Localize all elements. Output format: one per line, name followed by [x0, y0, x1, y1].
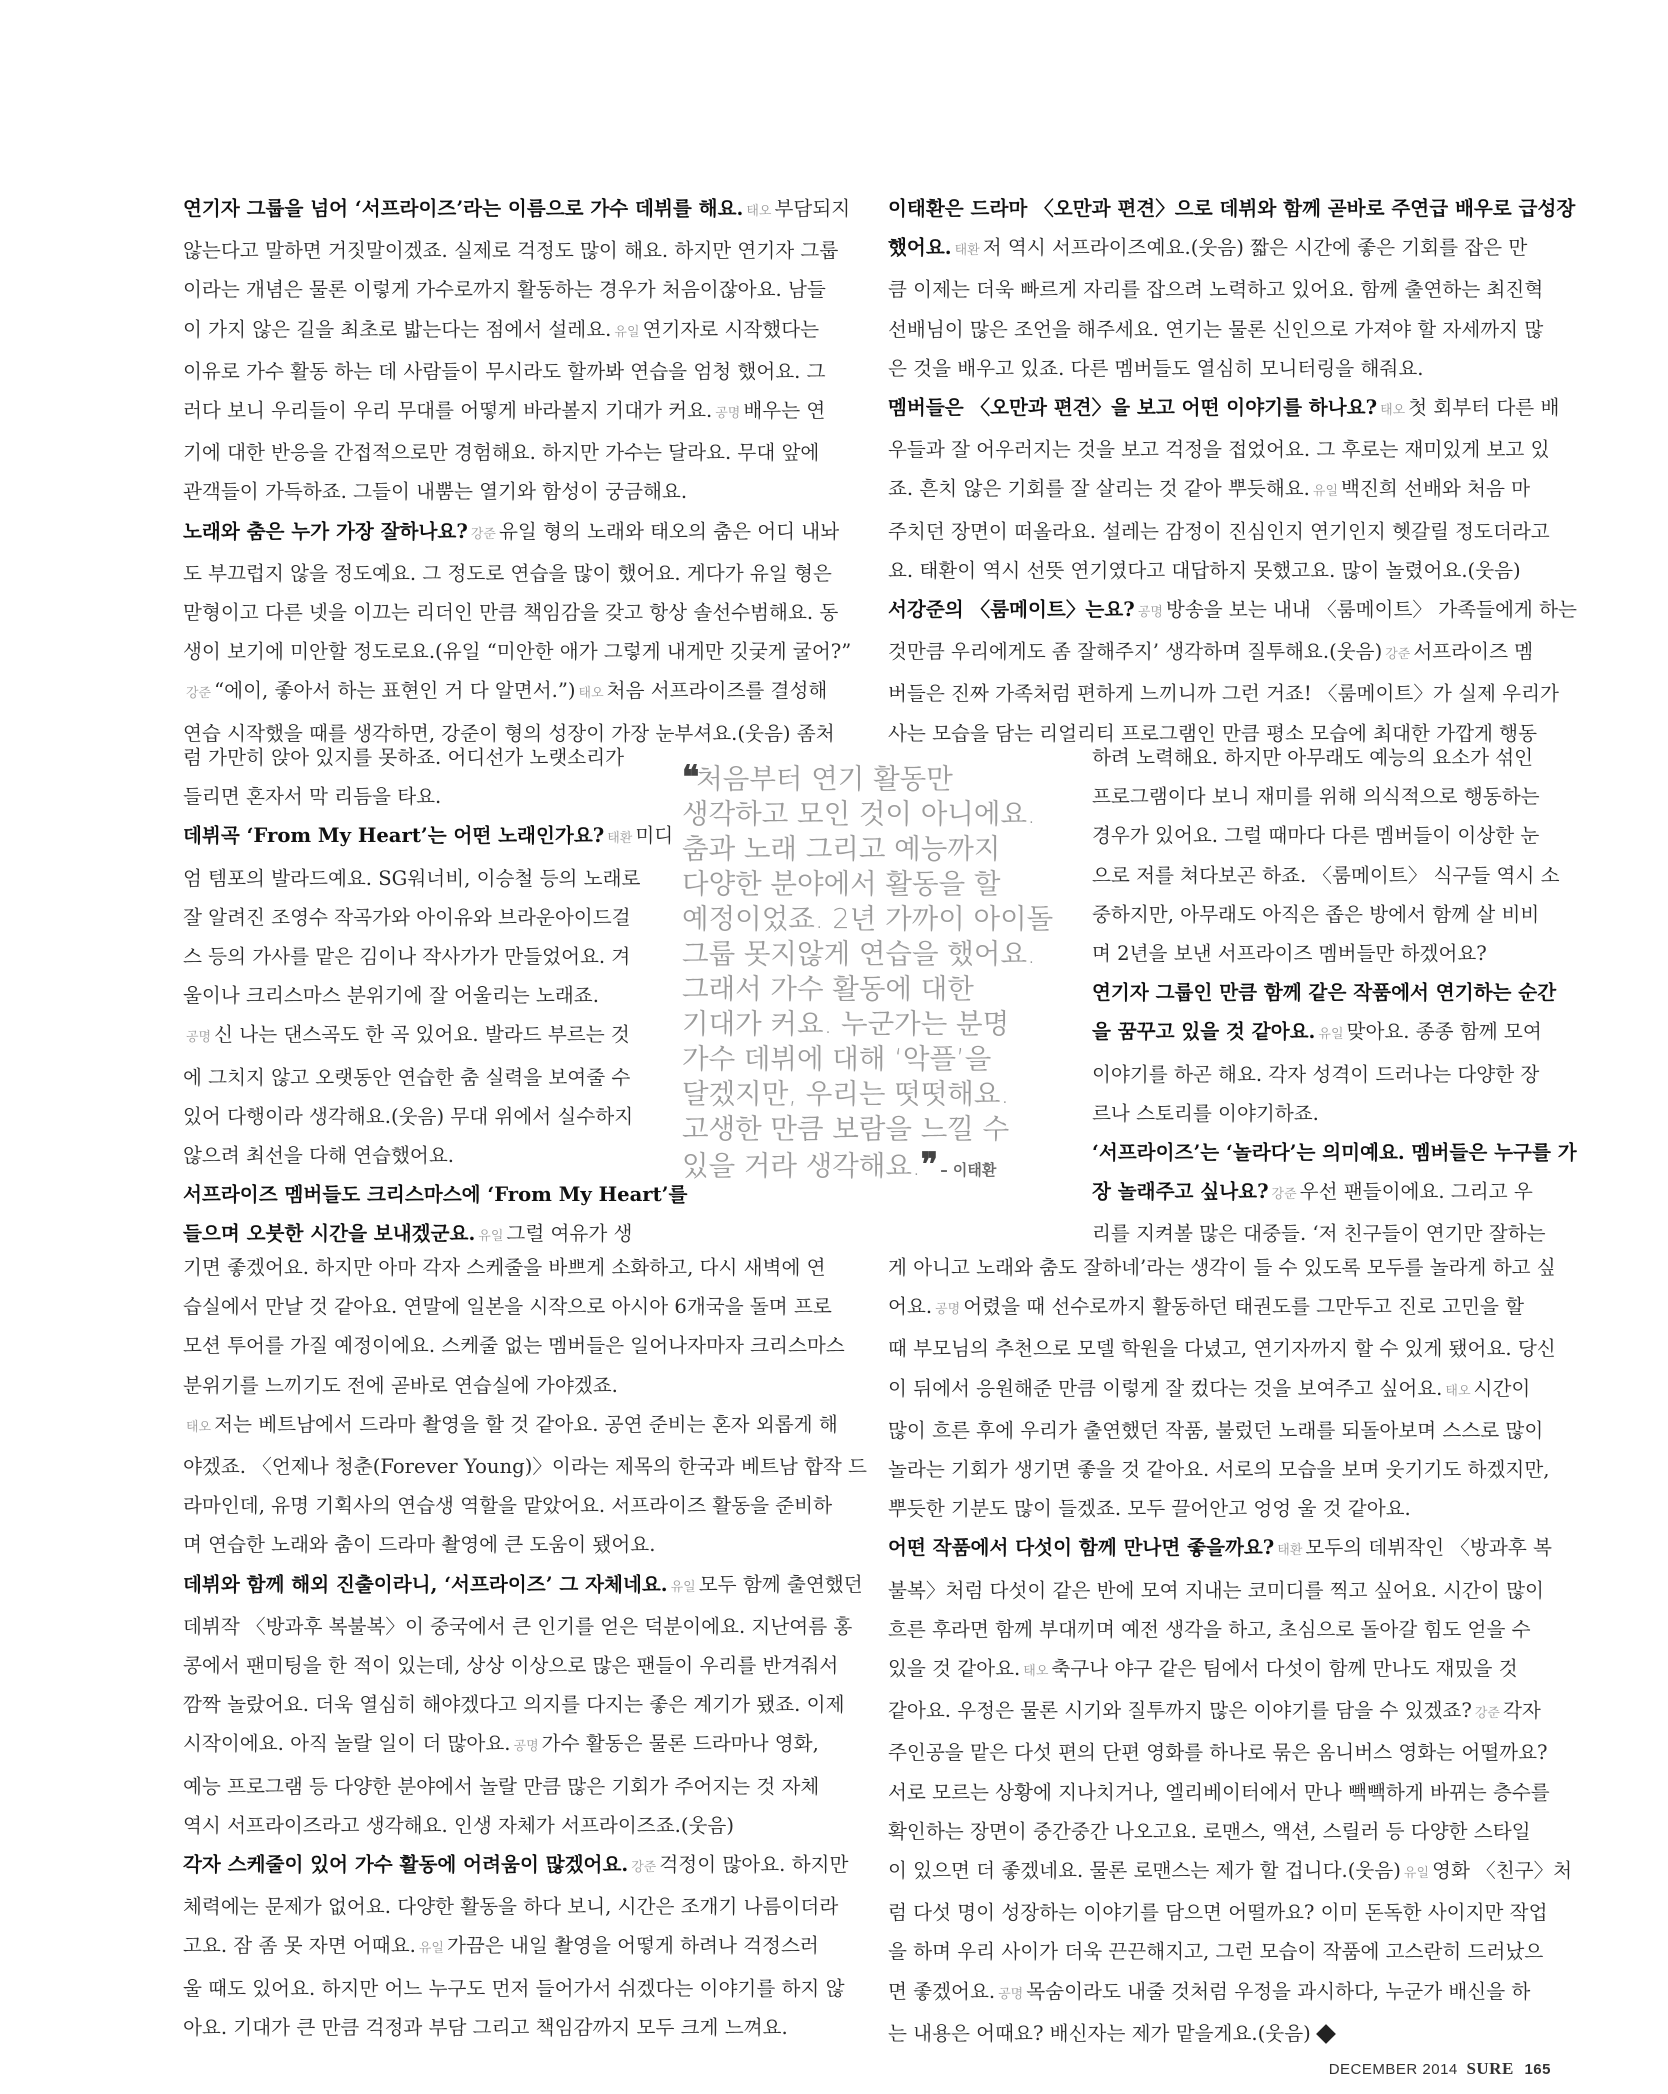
answer-text: 목숨이라도 내줄 것처럼 우정을 과시하다, 누군가 배신을 하 [1026, 1979, 1531, 2003]
answer-text: 으로 저를 쳐다보곤 하죠. 〈룸메이트〉 식구들 역시 소 [1092, 863, 1560, 887]
text-line [183, 391, 851, 433]
speaker-label: 유일 [478, 1229, 504, 1245]
answer-text: 우들과 잘 어우러지는 것을 보고 걱정을 접었어요. 그 후로는 재미있게 보고 있 [888, 438, 1550, 462]
quote-text: 처음부터 연기 활동만 [696, 763, 953, 795]
answer-text: 르나 스토리를 이야기하죠. [1092, 1101, 1319, 1125]
quote-text: 가수 데뷔에 대해 ‘악플’을 [682, 1043, 992, 1075]
answer-text: 불복〉처럼 다섯이 같은 반에 모여 지내는 코미디를 찍고 싶어요. 시간이 많이 [888, 1578, 1544, 1602]
text-line [183, 310, 851, 352]
text-line [183, 1969, 851, 2008]
speaker-label: 공명 [1137, 605, 1163, 621]
answer-text: 이 가지 않은 길을 최초로 밟는다는 점에서 설레요. [183, 317, 612, 341]
answer-text: 가수 활동은 물론 드라마나 영화, [541, 1732, 819, 1756]
answer-text: 모션 투어를 가질 예정이에요. 스케줄 없는 멤버들은 일어나자마자 크리스마스 [183, 1334, 845, 1358]
question: 데뷔곡 ‘From My Heart’는 어떤 노래인가요? [183, 824, 605, 848]
answer-text: 모두의 데뷔작인 〈방과후 복 [1305, 1536, 1552, 1560]
right-column-narrow [1092, 738, 1577, 1254]
text-line [1092, 895, 1556, 934]
speaker-label: 태환 [1277, 1543, 1303, 1559]
answer-text: 걱정이 많아요. 하지만 [659, 1853, 849, 1877]
text-line [1092, 777, 1556, 816]
speaker-label: 유일 [614, 324, 640, 340]
text-line [183, 1525, 851, 1564]
answer-text: 배우는 연 [743, 399, 826, 423]
text-line [183, 1565, 863, 1607]
answer-text: 시작이에요. 아직 놀랄 일이 더 많아요. [183, 1732, 511, 1756]
answer-text: 모두 함께 출연했던 [698, 1572, 863, 1596]
quote-line [682, 972, 1042, 1007]
text-line [888, 469, 1556, 511]
speaker-label: 공명 [186, 1030, 212, 1046]
text-line [888, 1411, 1556, 1450]
open-quote-icon: ❝ [682, 758, 697, 796]
answer-text: 저 역시 서프라이즈예요.(웃음) 짧은 시간에 좋은 기회를 잡은 만 [982, 236, 1528, 260]
text-line [183, 1175, 688, 1214]
left-column-bottom [183, 1248, 867, 2047]
answer-text: 울이나 크리스마스 분위기에 잘 어울리는 노래죠. [183, 984, 599, 1008]
text-line [183, 1097, 645, 1136]
speaker-label: 유일 [1312, 484, 1339, 500]
text-line [183, 937, 645, 976]
answer-text: 콩에서 팬미팅을 한 적이 있는데, 상상 이상으로 많은 팬들이 우리를 반겨줘서 [183, 1654, 839, 1678]
answer-text: 처음 서프라이즈를 결성해 [606, 679, 828, 703]
answer-text: 울 때도 있어요. 하지만 어느 누구도 먼저 들어가서 쉬겠다는 이야기를 하지 않 [183, 1976, 845, 2000]
answer-text: 이야기를 하곤 해요. 각자 성격이 드러나는 다양한 장 [1092, 1062, 1540, 1086]
text-line [888, 228, 1556, 270]
answer-text: 하려 노력해요. 하지만 아무래도 예능의 요소가 섞인 [1092, 746, 1534, 769]
text-line [183, 1806, 851, 1845]
answer-text: 은 것을 배우고 있죠. 다른 멤버들도 열심히 모니터링을 해줘요. [888, 356, 1424, 380]
answer-text: 들리면 혼자서 막 리듬을 타요. [183, 785, 442, 809]
question: 이태환은 드라마 〈오만과 편견〉으로 데뷔와 함께 곧바로 주연급 배우로 급성장 [888, 197, 1576, 220]
quote-text: 그래서 가수 활동에 대한 [682, 973, 974, 1005]
text-line [183, 777, 645, 816]
quote-text: 춤과 노래 그리고 예능까지 [682, 833, 1001, 865]
question: 연기자 그룹을 넘어 ‘서프라이즈’라는 이름으로 가수 데뷔를 해요. [183, 197, 744, 220]
answer-text: 서로 모르는 상황에 지나치거나, 엘리베이터에서 만나 빽빽하게 바뀌는 층수를 [888, 1780, 1550, 1804]
answer-text: 아요. 기대가 큰 만큼 걱정과 부담 그리고 책임감까지 모두 크게 느껴요. [183, 2015, 788, 2039]
answer-text: 맏형이고 다른 넷을 이끄는 리더인 만큼 책임감을 갖고 항상 솔선수범해요. 동 [183, 601, 839, 625]
text-line [183, 270, 851, 309]
answer-text: 에 그치지 않고 오랫동안 연습한 춤 실력을 보여줄 수 [183, 1065, 631, 1089]
answer-text: 이 있으면 더 좋겠네요. 물론 로맨스는 제가 할 겁니다.(웃음) [888, 1859, 1401, 1883]
text-line [888, 1893, 1556, 1932]
text-line [183, 593, 851, 632]
text-line [183, 1326, 851, 1365]
answer-text: 것만큼 우리에게도 좀 잘해주지’ 생각하며 질투해요.(웃음) [888, 640, 1383, 664]
answer-text: 맞아요. 종종 함께 모여 [1346, 1020, 1542, 1044]
speaker-label: 태오 [186, 1419, 212, 1435]
speaker-label: 강준 [186, 686, 212, 702]
quote-text: 그룹 못지않게 연습을 했어요. [682, 938, 1036, 970]
answer-text: 역시 서프라이즈라고 생각해요. 인생 자체가 서프라이즈죠.(웃음) [183, 1813, 735, 1837]
text-line [888, 1571, 1556, 1610]
answer-text: 않는다고 말하면 거짓말이겠죠. 실제로 걱정도 많이 해요. 하지만 연기자 그룹 [183, 239, 839, 263]
text-line [183, 898, 645, 937]
answer-text: 럼 가만히 앉아 있지를 못하죠. 어디선가 노랫소리가 [183, 746, 625, 769]
speaker-label: 유일 [670, 1579, 696, 1595]
page-footer [1329, 2059, 1551, 2079]
answer-text: “에이, 좋아서 하는 표현인 거 다 알면서.”) [214, 679, 576, 703]
text-line [183, 1287, 851, 1326]
speaker-label: 공명 [935, 1302, 961, 1318]
text-line [888, 388, 1560, 430]
answer-text: 큼 이제는 더욱 빠르게 자리를 잡으려 노력하고 있어요. 함께 출연하는 최진혁 [888, 278, 1544, 302]
right-column-bottom [888, 1248, 1573, 2053]
answer-text: 요. 태환이 역시 선뜻 연기였다고 대답하지 못했고요. 많이 놀렸어요.(웃음) [888, 558, 1521, 582]
text-line [1092, 1172, 1556, 1214]
text-line [888, 1287, 1556, 1329]
text-line [183, 352, 851, 391]
text-line [888, 1691, 1556, 1733]
answer-text: 있어 다행이라 생각해요.(웃음) 무대 위에서 실수하지 [183, 1104, 634, 1128]
text-line [888, 1528, 1556, 1570]
answer-text: 이유로 가수 활동 하는 데 사람들이 무시라도 할까봐 연습을 엄청 했어요. 그 [183, 359, 826, 383]
answer-text: 며 연습한 노래와 춤이 드라마 촬영에 큰 도움이 됐어요. [183, 1533, 656, 1557]
answer-text: 흐른 후라면 함께 부대끼며 예전 생각을 하고, 초심으로 돌아갈 힘도 얻을 수 [888, 1617, 1531, 1641]
text-line [1092, 1012, 1556, 1054]
text-line [888, 1773, 1556, 1812]
answer-text: 생이 보기에 미안할 정도로요.(유일 “미안한 애가 그렇게 내게만 깃궂게 굴어?” [183, 640, 852, 664]
answer-text: 놀라는 기회가 생기면 좋을 것 같아요. 서로의 모습을 보며 웃기기도 하겠지만, [888, 1458, 1550, 1482]
text-line [1092, 934, 1556, 973]
answer-text: 경우가 있어요. 그럴 때마다 다른 멤버들이 이상한 눈 [1092, 824, 1540, 848]
text-line [183, 1405, 851, 1447]
answer-text: 첫 회부터 다른 배 [1408, 396, 1560, 420]
text-line [888, 1812, 1556, 1851]
magazine-name: SURE [1466, 2059, 1514, 2078]
question: ‘서프라이즈’는 ‘놀라다’는 의미예요. 멤버들은 누구를 가 [1092, 1141, 1577, 1165]
question: 연기자 그룹인 만큼 함께 같은 작품에서 연기하는 순간 [1092, 981, 1557, 1005]
quote-text: 있을 거라 생각해요. [682, 1150, 921, 1182]
text-line [888, 270, 1556, 309]
close-quote-icon: ❞ [920, 1145, 935, 1183]
answer-text: 시간이 [1473, 1376, 1531, 1400]
text-line [888, 1972, 1556, 2014]
text-line [183, 1646, 851, 1685]
speaker-label: 태오 [1445, 1383, 1471, 1399]
quote-line [682, 1077, 1042, 1112]
speaker-label: 태환 [954, 243, 980, 259]
page-number: 165 [1524, 2061, 1551, 2078]
text-line [183, 1926, 851, 1968]
answer-text: 사는 모습을 담는 리얼리티 프로그램인 만큼 평소 모습에 최대한 가깝게 행동 [888, 721, 1538, 745]
answer-text: 주치던 장면이 떠올라요. 설레는 감정이 진심인지 연기인지 헷갈릴 정도더라고 [888, 519, 1550, 543]
speaker-label: 공명 [715, 406, 741, 422]
question: 들으며 오붓한 시간을 보내겠군요. [183, 1222, 476, 1246]
answer-text: 신 나는 댄스곡도 한 곡 있어요. 발라드 부르는 것 [214, 1023, 630, 1047]
text-line [183, 816, 674, 858]
text-line [183, 189, 851, 231]
text-line [888, 310, 1556, 349]
text-line [888, 2014, 1556, 2053]
quote-line [682, 937, 1042, 972]
text-line [888, 349, 1556, 388]
text-line [183, 1724, 851, 1766]
quote-attribution: – 이태환 [934, 1161, 997, 1179]
text-line [1092, 816, 1556, 855]
answer-text: 유일 형의 노래와 태오의 춤은 어디 내놔 [498, 519, 840, 543]
answer-text: 러다 보니 우리들이 우리 무대를 어떻게 바라볼지 기대가 커요. [183, 399, 713, 423]
text-line [888, 430, 1556, 469]
text-line [888, 590, 1577, 632]
quote-line [682, 760, 1042, 797]
text-line [888, 1932, 1556, 1971]
issue-date: DECEMBER 2014 [1328, 2061, 1458, 2078]
answer-text: 연습 시작했을 때를 생각하면, 강준이 형의 성장이 가장 눈부셔요.(웃음) 좀처 [183, 721, 835, 745]
question: 어떤 작품에서 다섯이 함께 만나면 좋을까요? [888, 1536, 1275, 1560]
end-mark-icon [1316, 2024, 1336, 2044]
answer-text: 서프라이즈 멤 [1413, 640, 1534, 664]
text-line [888, 1369, 1556, 1411]
text-line [888, 512, 1556, 551]
speaker-label: 태환 [607, 831, 633, 847]
text-line [1092, 973, 1556, 1012]
speaker-label: 공명 [998, 1986, 1024, 2002]
answer-text: 는 내용은 어때요? 배신자는 제가 맡을게요.(웃음) [888, 2021, 1311, 2045]
text-line [888, 1851, 1573, 1893]
text-line [888, 1489, 1556, 1528]
quote-text: 예정이었죠. 2년 가까이 아이돌 [682, 903, 1054, 935]
answer-text: 을 하며 우리 사이가 더욱 끈끈해지고, 그런 모습이 작품에 고스란히 드러났으 [888, 1940, 1544, 1964]
quote-line [682, 1007, 1042, 1042]
text-line [888, 1733, 1556, 1772]
text-line [183, 976, 645, 1015]
left-column-top [183, 189, 851, 753]
quote-line [682, 1112, 1042, 1147]
text-line [1092, 1133, 1577, 1172]
answer-text: 때 부모님의 추천으로 모델 학원을 다녔고, 연기자까지 할 수 있게 됐어요. 당신 [888, 1337, 1556, 1361]
left-column-narrow [183, 738, 688, 1257]
text-line [183, 671, 851, 713]
text-line [1092, 1094, 1556, 1133]
answer-text: 부담되지 [774, 197, 851, 220]
quote-line [682, 797, 1042, 832]
text-line [183, 1248, 851, 1287]
text-line [183, 512, 851, 554]
answer-text: 잘 알려진 조영수 작곡가와 아이유와 브라운아이드걸 [183, 905, 631, 929]
text-line [183, 1845, 851, 1887]
text-line [183, 1015, 645, 1057]
text-line [888, 1329, 1556, 1368]
answer-text: 관객들이 가득하죠. 그들이 내뿜는 열기와 함성이 궁금해요. [183, 480, 688, 504]
question: 장 놀래주고 싶나요? [1092, 1180, 1269, 1204]
answer-text: 않으려 최선을 다해 연습했어요. [183, 1144, 454, 1168]
answer-text: 저는 베트남에서 드라마 촬영을 할 것 같아요. 공연 준비는 혼자 외롭게 해 [214, 1412, 838, 1436]
answer-text: 이 뒤에서 응원해준 만큼 이렇게 잘 컸다는 것을 보여주고 싶어요. [888, 1376, 1443, 1400]
text-line [183, 1136, 645, 1175]
answer-text: 리를 지켜볼 많은 대중들. ‘저 친구들이 연기만 잘하는 [1092, 1222, 1546, 1246]
speaker-label: 유일 [1318, 1027, 1344, 1043]
text-line [888, 551, 1556, 590]
quote-text: 생각하고 모인 것이 아니에요. [682, 798, 1036, 830]
quote-text: 달겠지만, 우리는 떳떳해요. [682, 1078, 1010, 1110]
answer-text: 중하지만, 아무래도 아직은 좁은 방에서 함께 살 비비 [1092, 902, 1540, 926]
answer-text: 게 아니고 노래와 춤도 잘하네’라는 생각이 들 수 있도록 모두를 놀라게 하고 싶 [888, 1256, 1556, 1279]
text-line [1092, 1055, 1556, 1094]
answer-text: 면 좋겠어요. [888, 1979, 996, 2003]
quote-line [682, 902, 1054, 937]
text-line [183, 554, 851, 593]
speaker-label: 강준 [1474, 1706, 1500, 1722]
text-line [183, 2008, 851, 2047]
answer-text: 있을 것 같아요. [888, 1657, 1021, 1681]
answer-text: 깜짝 놀랐어요. 더욱 열심히 해야겠다고 의지를 다지는 좋은 계기가 됐죠. 이제 [183, 1693, 845, 1717]
speaker-label: 태오 [746, 204, 772, 219]
answer-text: 고요. 잠 좀 못 자면 어때요. [183, 1934, 416, 1958]
text-line [888, 189, 1576, 228]
answer-text: 확인하는 장면이 중간중간 나오고요. 로맨스, 액션, 스릴러 등 다양한 스타일 [888, 1819, 1531, 1843]
text-line [183, 433, 851, 472]
answer-text: 기면 좋겠어요. 하지만 아마 각자 스케줄을 바쁘게 소화하고, 다시 새벽에 연 [183, 1256, 826, 1279]
speaker-label: 태오 [1380, 403, 1406, 419]
answer-text: 주인공을 맡은 다섯 편의 단편 영화를 하나로 묶은 옴니버스 영화는 어떨까요? [888, 1741, 1548, 1765]
question: 각자 스케줄이 있어 가수 활동에 어려움이 많겠어요. [183, 1853, 629, 1877]
text-line [183, 1685, 851, 1724]
answer-text: 체력에는 문제가 없어요. 다양한 활동을 하다 보니, 시간은 조개기 나름이더라 [183, 1895, 839, 1919]
text-line [183, 738, 645, 777]
answer-text: 각자 [1502, 1699, 1541, 1723]
answer-text: 이라는 개념은 물론 이렇게 가수로까지 활동하는 경우가 처음이잖아요. 남들 [183, 278, 826, 302]
answer-text: 어렸을 때 선수로까지 활동하던 태권도를 그만두고 진로 고민을 할 [963, 1295, 1525, 1319]
text-line [183, 632, 851, 671]
text-line [183, 472, 851, 511]
text-line [183, 1486, 851, 1525]
answer-text: 어요. [888, 1295, 933, 1319]
speaker-label: 강준 [1385, 647, 1411, 663]
answer-text: 영화 〈친구〉처 [1432, 1859, 1573, 1883]
answer-text: 그럴 여유가 생 [506, 1222, 633, 1246]
speaker-label: 태오 [578, 686, 604, 702]
text-line [1092, 738, 1556, 777]
speaker-label: 강준 [470, 526, 496, 542]
answer-text: 엄 템포의 발라드예요. SG워너비, 이승철 등의 노래로 [183, 866, 641, 890]
answer-text: 데뷔작 〈방과후 복불복〉이 중국에서 큰 인기를 얻은 덕분이에요. 지난여름 홍 [183, 1614, 853, 1638]
speaker-label: 유일 [418, 1941, 444, 1957]
quote-line [682, 1147, 1042, 1188]
answer-text: 야겠죠. 〈언제나 청춘(Forever Young)〉이라는 제목의 한국과 베트남 합작 드 [183, 1455, 867, 1479]
question: 을 꿈꾸고 있을 것 같아요. [1092, 1020, 1316, 1044]
text-line [1092, 856, 1560, 895]
question: 서프라이즈 멤버들도 크리스마스에 ‘From My Heart’를 [183, 1183, 688, 1207]
answer-text: 미디 [635, 824, 674, 848]
speaker-label: 공명 [513, 1739, 539, 1755]
answer-text: 뿌듯한 기분도 많이 들겠죠. 모두 끌어안고 엉엉 울 것 같아요. [888, 1497, 1411, 1521]
answer-text: 도 부끄럽지 않을 정도예요. 그 정도로 연습을 많이 했어요. 게다가 유일 형은 [183, 561, 832, 585]
text-line [183, 1887, 851, 1926]
answer-text: 같아요. 우정은 물론 시기와 질투까지 많은 이야기를 담을 수 있겠죠? [888, 1699, 1472, 1723]
speaker-label: 강준 [631, 1860, 657, 1876]
answer-text: 선배님이 많은 조언을 해주세요. 연기는 물론 신인으로 가져야 할 자세까지 많 [888, 317, 1544, 341]
question: 했어요. [888, 236, 952, 260]
text-line [888, 632, 1556, 674]
question: 노래와 춤은 누가 가장 잘하나요? [183, 519, 468, 543]
answer-text: 연기자로 시작했다는 [642, 317, 820, 341]
answer-text: 방송을 보는 내내 〈룸메이트〉 가족들에게 하는 [1165, 598, 1577, 622]
answer-text: 예능 프로그램 등 다양한 분야에서 놀랄 만큼 많은 기회가 주어지는 것 자체 [183, 1774, 820, 1798]
answer-text: 백진희 선배와 처음 마 [1341, 477, 1531, 501]
answer-text: 기에 대한 반응을 간접적으로만 경험해요. 하지만 가수는 달라요. 무대 앞에 [183, 441, 820, 465]
text-line [888, 1450, 1556, 1489]
answer-text: 습실에서 만날 것 같아요. 연말에 일본을 시작으로 아시아 6개국을 돌며 프로 [183, 1295, 832, 1319]
answer-text: 럼 다섯 명이 성장하는 이야기를 담으면 어떨까요? 이미 돈독한 사이지만 작업 [888, 1901, 1548, 1925]
answer-text: 우선 팬들이에요. 그리고 우 [1299, 1180, 1533, 1204]
answer-text: 분위기를 느끼기도 전에 곧바로 연습실에 가야겠죠. [183, 1373, 618, 1397]
quote-text: 고생한 만큼 보람을 느낄 수 [682, 1113, 1010, 1145]
question: 멤버들은 〈오만과 편견〉을 보고 어떤 이야기를 하나요? [888, 396, 1378, 420]
text-line [888, 1248, 1556, 1287]
answer-text: 버들은 진짜 가족처럼 편하게 느끼니까 그런 거죠! 〈룸메이트〉가 실제 우리가 [888, 682, 1559, 706]
quote-line [682, 832, 1042, 867]
text-line [183, 859, 645, 898]
speaker-label: 유일 [1403, 1866, 1430, 1882]
answer-text: 가끔은 내일 촬영을 어떻게 하려나 걱정스러 [447, 1934, 819, 1958]
pull-quote [682, 758, 1054, 1188]
answer-text: 죠. 흔치 않은 기회를 잘 살리는 것 같아 뿌듯해요. [888, 477, 1310, 501]
text-line [183, 1058, 645, 1097]
quote-line [682, 1042, 1042, 1077]
answer-text: 스 등의 가사를 맡은 김이나 작사가가 만들었어요. 겨 [183, 945, 631, 969]
quote-text: 다양한 분야에서 활동을 할 [682, 868, 1001, 900]
question: 데뷔와 함께 해외 진출이라니, ‘서프라이즈’ 그 자체네요. [183, 1572, 668, 1596]
text-line [183, 1447, 867, 1486]
text-line [888, 1610, 1556, 1649]
question: 서강준의 〈룸메이트〉는요? [888, 598, 1135, 622]
answer-text: 며 2년을 보낸 서프라이즈 멤버들만 하겠어요? [1092, 942, 1487, 966]
text-line [888, 1649, 1556, 1691]
speaker-label: 강준 [1271, 1187, 1297, 1203]
text-line [183, 1607, 851, 1646]
answer-text: 축구나 야구 같은 팀에서 다섯이 함께 만나도 재밌을 것 [1051, 1657, 1518, 1681]
quote-text: 기대가 커요. 누군가는 분명 [682, 1008, 1010, 1040]
answer-text: 많이 흐른 후에 우리가 출연했던 작품, 불렀던 노래를 되돌아보며 스스로 많이 [888, 1418, 1544, 1442]
answer-text: 프로그램이다 보니 재미를 위해 의식적으로 행동하는 [1092, 785, 1540, 809]
quote-line [682, 867, 1042, 902]
text-line [183, 231, 851, 270]
text-line [183, 1366, 851, 1405]
text-line [183, 1767, 851, 1806]
answer-text: 라마인데, 유명 기획사의 연습생 역할을 맡았어요. 서프라이즈 활동을 준비하 [183, 1494, 833, 1518]
text-line [888, 674, 1559, 713]
speaker-label: 태오 [1023, 1664, 1049, 1680]
right-column-top [888, 189, 1577, 753]
